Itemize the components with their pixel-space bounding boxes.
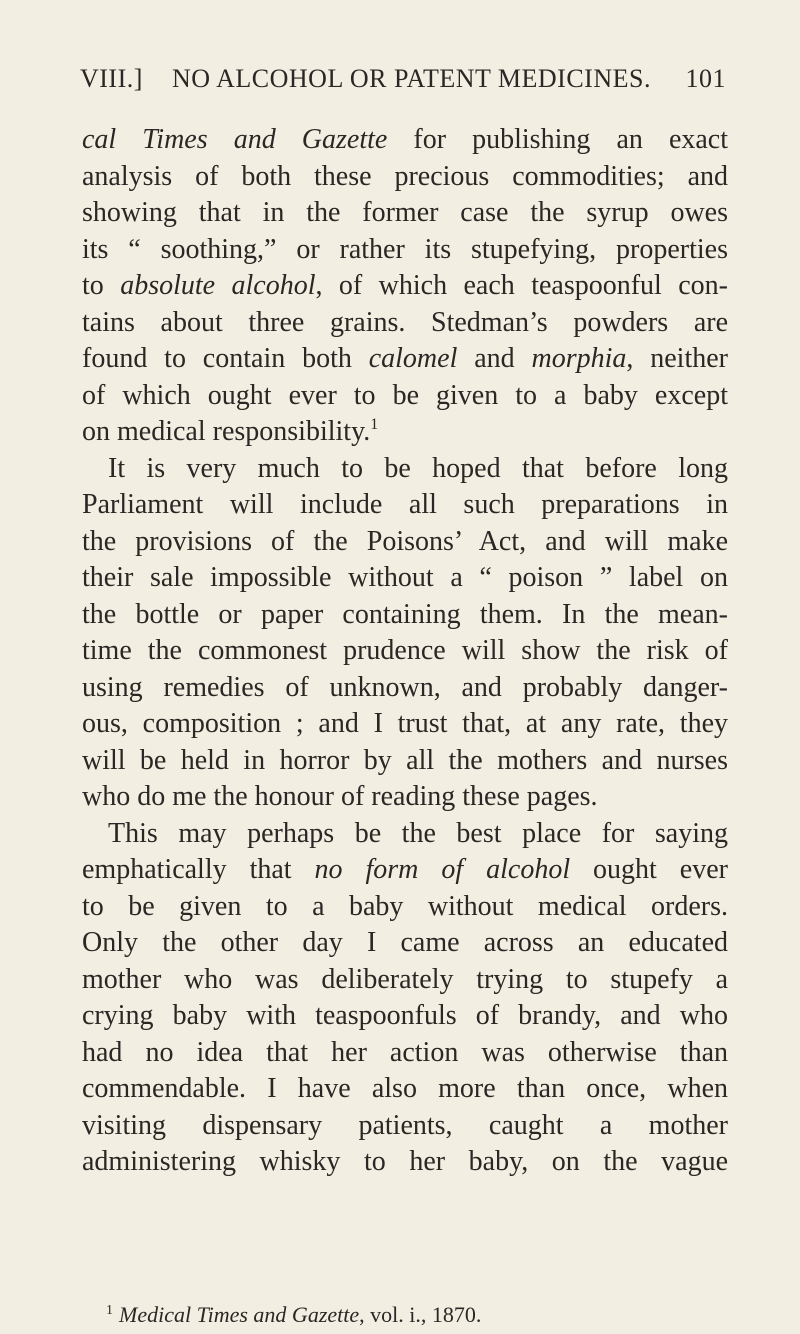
text-line — [82, 962, 728, 999]
text-run: mother who was deliberately trying to stupefy a — [82, 963, 728, 995]
text-line — [82, 524, 728, 561]
text-line — [82, 378, 728, 415]
text-run: the provisions of the Poisons’ Act, and will make — [82, 525, 728, 557]
text-line — [82, 487, 728, 524]
text-line — [82, 159, 728, 196]
text-line — [82, 633, 728, 670]
text-line — [82, 1035, 728, 1072]
text-line — [82, 998, 728, 1035]
text-run: showing that in the former case the syrup owes — [82, 197, 728, 228]
italic-phrase: morphia — [531, 343, 627, 374]
text-run: It is very much to be hoped that before long — [108, 452, 728, 484]
text-run: emphatically that — [82, 854, 315, 885]
text-line — [82, 305, 728, 342]
text-line — [82, 1108, 728, 1145]
text-line — [82, 597, 728, 634]
italic-phrase: cal Times and Gazette — [82, 124, 388, 155]
text-line — [82, 779, 728, 816]
text-line — [82, 560, 728, 597]
text-line — [82, 414, 728, 451]
chapter-number: VIII.] — [80, 64, 143, 93]
text-line — [82, 889, 728, 926]
running-head — [80, 64, 726, 104]
text-run: for publishing an exact — [387, 124, 729, 155]
text-run: had no idea that her action was otherwise than — [82, 1036, 728, 1068]
text-run: of which ought ever to be given to a baby except — [82, 379, 728, 411]
text-run: time the commonest prudence will show the risk of — [82, 635, 728, 666]
body-text — [82, 122, 728, 1181]
text-line — [82, 268, 728, 305]
italic-phrase: absolute alcohol — [120, 270, 316, 301]
footnote-source: Medical Times and Gazette — [119, 1302, 360, 1327]
text-run: , of which each teaspoonful con- — [315, 270, 729, 301]
text-run: This may perhaps be the best place for saying — [108, 817, 728, 849]
text-run: will be held in horror by all the mothers and nurses — [82, 744, 728, 776]
text-line — [82, 743, 728, 780]
text-line — [82, 451, 728, 488]
text-line — [82, 925, 728, 962]
running-title: NO ALCOHOL OR PATENT MEDICINES. — [172, 64, 651, 93]
text-run: to — [82, 270, 121, 301]
text-line — [82, 122, 728, 159]
text-line — [82, 852, 728, 889]
text-line — [82, 1071, 728, 1108]
footnote — [82, 1302, 728, 1328]
text-line — [82, 816, 728, 853]
footnote-text: , vol. i., 1870. — [359, 1302, 482, 1327]
text-run: Only the other day I came across an educated — [82, 927, 728, 958]
text-run: its “ soothing,” or rather its stupefying, properties — [82, 233, 728, 265]
italic-phrase: no form of alcohol — [314, 854, 571, 885]
text-run: their sale impossible without a “ poison ” label on — [82, 562, 728, 593]
text-run: analysis of both these precious commodities; and — [82, 160, 728, 192]
text-run: who do me the honour of reading these pages. — [82, 781, 598, 812]
text-run: commendable. I have also more than once, when — [82, 1073, 728, 1104]
text-run: using remedies of unknown, and probably danger- — [82, 671, 728, 703]
text-run: , neither — [626, 343, 728, 374]
italic-phrase: calomel — [368, 343, 458, 374]
text-run: crying baby with teaspoonfuls of brandy, and who — [82, 1000, 728, 1031]
text-line — [82, 670, 728, 707]
text-run: ought ever — [570, 854, 728, 885]
text-run: ous, composition ; and I trust that, at any rate, they — [82, 708, 728, 739]
text-line — [82, 706, 728, 743]
text-run: on medical responsibility. — [82, 416, 371, 447]
text-run: found to contain both — [82, 343, 369, 374]
text-line — [82, 232, 728, 269]
text-run: administering whisky to her baby, on the vague — [82, 1146, 728, 1177]
text-line — [82, 1144, 728, 1181]
text-run: and — [457, 343, 532, 374]
text-run: the bottle or paper containing them. In the mean- — [82, 598, 728, 630]
text-line — [82, 341, 728, 378]
footnote-mark: 1 — [106, 1303, 113, 1318]
text-run: to be given to a baby without medical orders. — [82, 890, 728, 922]
text-run: visiting dispensary patients, caught a mother — [82, 1109, 728, 1141]
text-run: tains about three grains. Stedman’s powders are — [82, 306, 728, 338]
text-run: Parliament will include all such preparations in — [82, 489, 728, 520]
page-number: 101 — [685, 64, 726, 93]
footnote-reference: 1 — [370, 416, 379, 433]
text-line — [82, 195, 728, 232]
